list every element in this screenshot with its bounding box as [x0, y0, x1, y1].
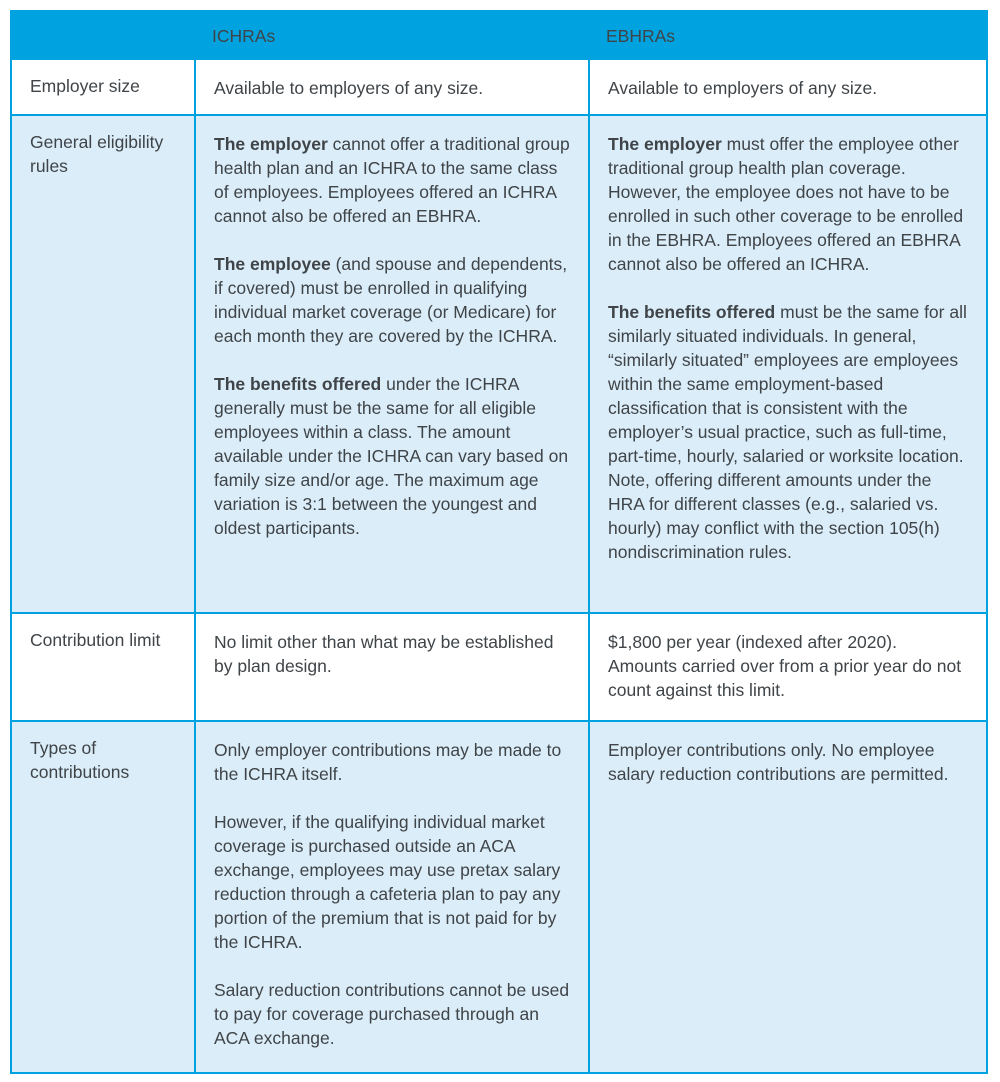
- eligibility-ichra-text: (and spouse and dependents, if covered) must be enrolled in qualifying individual market coverage (or Medicare) for each month they are covered by the ICHRA.: [214, 254, 568, 346]
- eligibility-ebhra-paragraph: [608, 300, 968, 564]
- types-ebhra: Employer contributions only. No employee salary reduction contributions are permitted.: [589, 721, 987, 1073]
- header-ebhras: EBHRAs: [589, 11, 987, 59]
- types-ichra: [195, 721, 589, 1073]
- eligibility-ichra-text: cannot offer a traditional group health plan and an ICHRA to the same class of employees. Employees offered an ICHRA cannot also be offered an EBHRA.: [214, 134, 570, 226]
- contribution-limit-ebhra: $1,800 per year (indexed after 2020). Amounts carried over from a prior year do not count against this limit.: [589, 613, 987, 721]
- comparison-table-wrapper: [10, 10, 986, 1068]
- contribution-limit-ichra: No limit other than what may be established by plan design.: [195, 613, 589, 721]
- eligibility-ichra-paragraph: [214, 132, 570, 228]
- eligibility-ebhra-text: must be the same for all similarly situated individuals. In general, “similarly situated” employees are employees within the same employment-based classification that is consistent with the employer’s usual practice, such as full-time, part-time, hourly, salaried or worksite location. Note, offering different amounts under the HRA for different classes (e.g., salaried vs. hourly) may conflict with the section 105(h) nondiscrimination rules.: [608, 302, 967, 562]
- row-contribution-limit: [11, 613, 987, 721]
- row-employer-size: [11, 59, 987, 115]
- eligibility-ichra-paragraph: [214, 252, 570, 348]
- eligibility-ebhra-text: must offer the employee other traditional group health plan coverage. However, the employee does not have to be enrolled in such other coverage to be enrolled in the EBHRA. Employees offered an EBHRA cannot also be offered an ICHRA.: [608, 134, 964, 274]
- employer-size-ebhra: Available to employers of any size.: [589, 59, 987, 115]
- eligibility-ebhra: [589, 115, 987, 613]
- eligibility-ichra-lead: The benefits offered: [214, 374, 382, 394]
- types-ichra-paragraph: Salary reduction contributions cannot be used to pay for coverage purchased through an ACA exchange.: [214, 980, 570, 1048]
- eligibility-ichra-lead: The employer: [214, 134, 328, 154]
- eligibility-ebhra-lead: The benefits offered: [608, 302, 776, 322]
- employer-size-ichra: Available to employers of any size.: [195, 59, 589, 115]
- types-ichra-paragraph: However, if the qualifying individual market coverage is purchased outside an ACA exchange, employees may use pretax salary reduction through a cafeteria plan to pay any portion of the premium that is not paid for by the ICHRA.: [214, 812, 561, 952]
- eligibility-ichra: [195, 115, 589, 613]
- eligibility-ebhra-lead: The employer: [608, 134, 722, 154]
- table-header-row: [11, 11, 987, 59]
- row-label-contribution-limit: Contribution limit: [11, 613, 195, 721]
- eligibility-ichra-lead: The employee: [214, 254, 331, 274]
- header-blank-cell: [11, 11, 195, 59]
- eligibility-ichra-paragraph: [214, 372, 570, 540]
- row-types-of-contributions: [11, 721, 987, 1073]
- types-ichra-paragraph: Only employer contributions may be made to the ICHRA itself.: [214, 740, 562, 784]
- row-label-general-eligibility: General eligibility rules: [11, 115, 195, 613]
- eligibility-ichra-text: under the ICHRA generally must be the same for all eligible employees within a class. The amount available under the ICHRA can vary based on family size and/or age. The maximum age variation is 3:1 between the youngest and oldest participants.: [214, 374, 569, 538]
- header-ichras: ICHRAs: [195, 11, 589, 59]
- row-label-types-of-contributions: Types of contributions: [11, 721, 195, 1073]
- row-label-employer-size: Employer size: [11, 59, 195, 115]
- row-general-eligibility: [11, 115, 987, 613]
- eligibility-ebhra-paragraph: [608, 132, 968, 276]
- ichra-ebhra-comparison-table: [10, 10, 988, 1074]
